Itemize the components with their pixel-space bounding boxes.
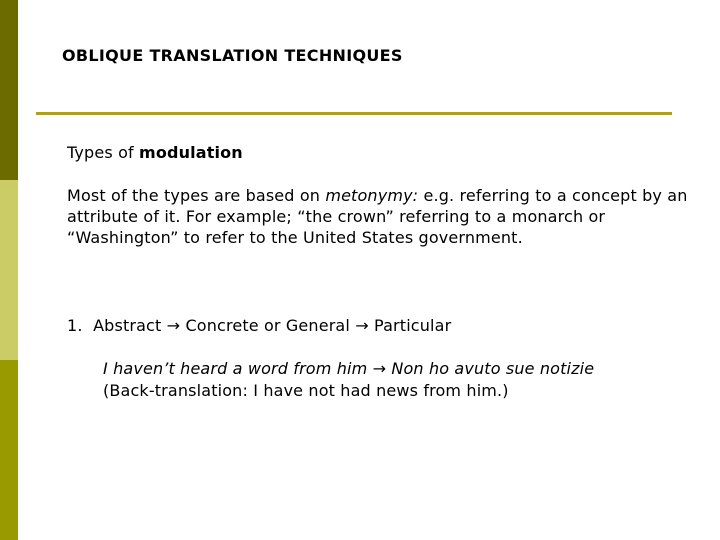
title-divider bbox=[36, 112, 672, 115]
paragraph-before: Most of the types are based on bbox=[67, 186, 326, 205]
subheading-bold: modulation bbox=[139, 143, 243, 162]
body-paragraph bbox=[67, 185, 707, 248]
paragraph-after: e.g. referring to a concept by an attribute of it. For example; “the crown” referring to a monarch or “Washington” to refer to the United States government. bbox=[67, 186, 688, 247]
side-bar-top bbox=[0, 0, 18, 180]
example-sentence: I haven’t heard a word from him → Non ho avuto sue notizie bbox=[103, 359, 595, 378]
back-translation: (Back-translation: I have not had news from him.) bbox=[103, 381, 509, 400]
subheading bbox=[67, 142, 243, 163]
subheading-prefix: Types of bbox=[67, 143, 140, 162]
item-number: 1. bbox=[67, 316, 83, 335]
slide-title: OBLIQUE TRANSLATION TECHNIQUES bbox=[62, 46, 403, 65]
side-bar-middle bbox=[0, 180, 18, 360]
numbered-item bbox=[67, 315, 451, 336]
item-text: Abstract → Concrete or General → Particular bbox=[93, 316, 452, 335]
paragraph-italic: metonymy: bbox=[325, 186, 419, 205]
side-bar-bottom bbox=[0, 360, 18, 540]
